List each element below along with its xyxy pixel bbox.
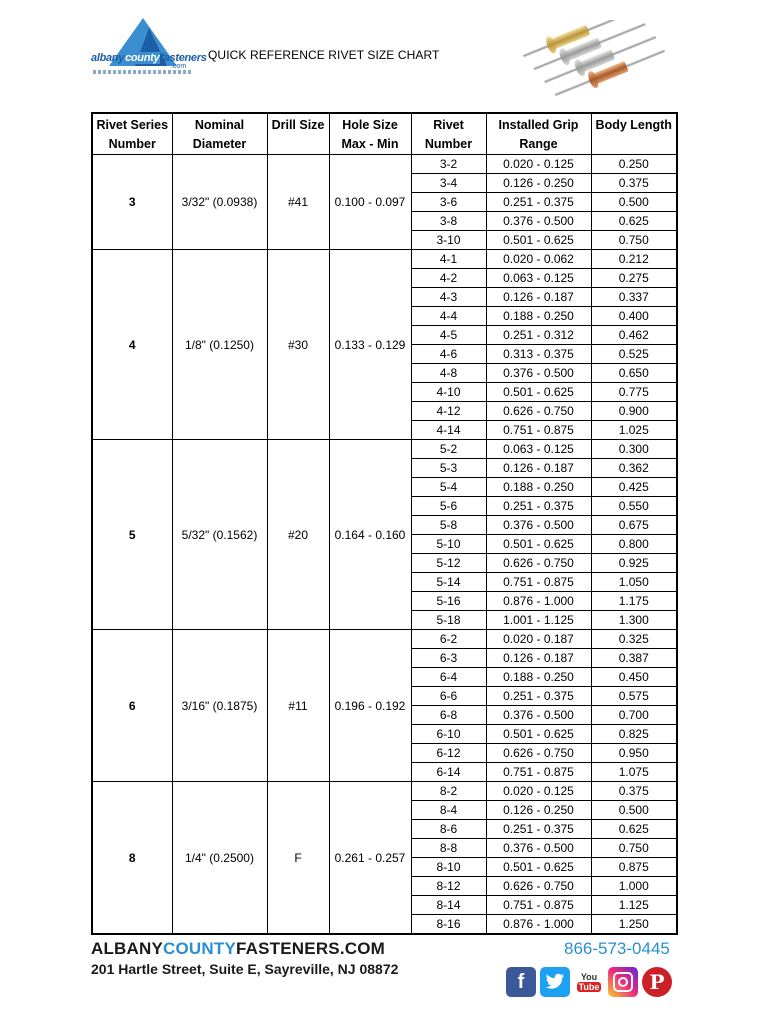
body-length-cell: 0.700	[591, 706, 677, 725]
document-title: QUICK REFERENCE RIVET SIZE CHART	[208, 48, 440, 62]
body-length-cell: 0.400	[591, 307, 677, 326]
page-header	[0, 0, 768, 110]
body-length-cell: 0.650	[591, 364, 677, 383]
grip-range-cell: 0.251 - 0.375	[486, 193, 591, 212]
rivet-number-cell: 8-10	[411, 858, 486, 877]
grip-range-cell: 0.313 - 0.375	[486, 345, 591, 364]
grip-range-cell: 0.501 - 0.625	[486, 535, 591, 554]
rivet-size-table	[91, 112, 678, 935]
body-length-cell: 0.337	[591, 288, 677, 307]
rivet-number-cell: 5-12	[411, 554, 486, 573]
rivet-number-cell: 4-12	[411, 402, 486, 421]
company-logo[interactable]	[91, 18, 207, 80]
rivet-number-cell: 4-1	[411, 250, 486, 269]
nominal-diameter-cell: 1/4" (0.2500)	[172, 782, 267, 935]
rivet-number-cell: 6-6	[411, 687, 486, 706]
table-body	[92, 155, 677, 935]
rivet-number-cell: 8-4	[411, 801, 486, 820]
grip-range-cell: 0.126 - 0.250	[486, 801, 591, 820]
drill-size-cell: #11	[267, 630, 329, 782]
logo-wordmark: albanycountyfasteners	[91, 52, 207, 64]
table-row	[92, 440, 677, 459]
grip-range-cell: 0.020 - 0.062	[486, 250, 591, 269]
grip-range-cell: 0.126 - 0.250	[486, 174, 591, 193]
drill-size-cell: F	[267, 782, 329, 935]
rivet-number-cell: 6-4	[411, 668, 486, 687]
company-address: 201 Hartle Street, Suite E, Sayreville, NJ 08872	[91, 961, 399, 977]
body-length-cell: 0.362	[591, 459, 677, 478]
table-header-row	[92, 113, 677, 155]
instagram-icon[interactable]	[608, 967, 638, 997]
body-length-cell: 1.300	[591, 611, 677, 630]
rivet-number-cell: 6-3	[411, 649, 486, 668]
grip-range-cell: 0.876 - 1.000	[486, 915, 591, 935]
rivet-number-cell: 6-2	[411, 630, 486, 649]
body-length-cell: 0.750	[591, 231, 677, 250]
rivet-number-cell: 5-3	[411, 459, 486, 478]
hole-size-cell: 0.196 - 0.192	[329, 630, 411, 782]
rivet-series-cell: 8	[92, 782, 172, 935]
grip-range-cell: 0.251 - 0.312	[486, 326, 591, 345]
body-length-cell: 0.300	[591, 440, 677, 459]
rivet-number-cell: 4-3	[411, 288, 486, 307]
drill-size-cell: #30	[267, 250, 329, 440]
rivet-number-cell: 4-2	[411, 269, 486, 288]
body-length-cell: 0.500	[591, 801, 677, 820]
rivet-number-cell: 5-4	[411, 478, 486, 497]
table-row	[92, 630, 677, 649]
body-length-cell: 0.375	[591, 174, 677, 193]
grip-range-cell: 0.251 - 0.375	[486, 497, 591, 516]
rivet-number-cell: 4-5	[411, 326, 486, 345]
hole-size-cell: 0.164 - 0.160	[329, 440, 411, 630]
body-length-cell: 0.675	[591, 516, 677, 535]
rivets-illustration	[520, 20, 670, 100]
body-length-cell: 0.750	[591, 839, 677, 858]
grip-range-cell: 0.188 - 0.250	[486, 668, 591, 687]
body-length-cell: 0.275	[591, 269, 677, 288]
rivet-number-cell: 5-14	[411, 573, 486, 592]
body-length-cell: 0.950	[591, 744, 677, 763]
grip-range-cell: 0.063 - 0.125	[486, 440, 591, 459]
grip-range-cell: 0.126 - 0.187	[486, 459, 591, 478]
phone-number[interactable]: 866-573-0445	[564, 939, 670, 958]
rivet-number-cell: 8-6	[411, 820, 486, 839]
rivet-number-cell: 4-14	[411, 421, 486, 440]
rivet-number-cell: 4-10	[411, 383, 486, 402]
pinterest-icon[interactable]: P	[642, 967, 672, 997]
body-length-cell: 1.050	[591, 573, 677, 592]
nominal-diameter-cell: 5/32" (0.1562)	[172, 440, 267, 630]
rivet-series-cell: 6	[92, 630, 172, 782]
rivet-number-cell: 3-6	[411, 193, 486, 212]
grip-range-cell: 0.251 - 0.375	[486, 820, 591, 839]
rivet-number-cell: 6-14	[411, 763, 486, 782]
rivet-number-cell: 5-16	[411, 592, 486, 611]
body-length-cell: 0.900	[591, 402, 677, 421]
grip-range-cell: 0.020 - 0.125	[486, 155, 591, 174]
grip-range-cell: 0.501 - 0.625	[486, 383, 591, 402]
body-length-cell: 0.875	[591, 858, 677, 877]
grip-range-cell: 0.063 - 0.125	[486, 269, 591, 288]
nominal-diameter-cell: 3/32" (0.0938)	[172, 155, 267, 250]
nominal-diameter-cell: 1/8" (0.1250)	[172, 250, 267, 440]
rivet-number-cell: 6-12	[411, 744, 486, 763]
body-length-cell: 0.625	[591, 212, 677, 231]
body-length-cell: 0.425	[591, 478, 677, 497]
logo-tagline	[93, 70, 193, 74]
body-length-cell: 0.250	[591, 155, 677, 174]
grip-range-cell: 0.376 - 0.500	[486, 706, 591, 725]
drill-size-cell: #41	[267, 155, 329, 250]
rivet-number-cell: 8-14	[411, 896, 486, 915]
body-length-cell: 1.075	[591, 763, 677, 782]
rivet-number-cell: 4-6	[411, 345, 486, 364]
rivet-number-cell: 5-2	[411, 440, 486, 459]
hole-size-cell: 0.100 - 0.097	[329, 155, 411, 250]
body-length-cell: 1.000	[591, 877, 677, 896]
rivet-number-cell: 3-10	[411, 231, 486, 250]
body-length-cell: 0.450	[591, 668, 677, 687]
table-row	[92, 155, 677, 174]
rivet-number-cell: 8-12	[411, 877, 486, 896]
grip-range-cell: 0.376 - 0.500	[486, 364, 591, 383]
table-row	[92, 250, 677, 269]
grip-range-cell: 0.751 - 0.875	[486, 421, 591, 440]
rivet-number-cell: 3-2	[411, 155, 486, 174]
grip-range-cell: 0.626 - 0.750	[486, 402, 591, 421]
grip-range-cell: 0.376 - 0.500	[486, 839, 591, 858]
grip-range-cell: 0.501 - 0.625	[486, 858, 591, 877]
grip-range-cell: 0.376 - 0.500	[486, 212, 591, 231]
body-length-cell: 0.387	[591, 649, 677, 668]
body-length-cell: 1.025	[591, 421, 677, 440]
grip-range-cell: 0.126 - 0.187	[486, 649, 591, 668]
hole-size-cell: 0.133 - 0.129	[329, 250, 411, 440]
body-length-cell: 0.375	[591, 782, 677, 801]
rivet-number-cell: 4-4	[411, 307, 486, 326]
body-length-cell: 0.800	[591, 535, 677, 554]
twitter-icon[interactable]	[540, 967, 570, 997]
rivet-number-cell: 8-2	[411, 782, 486, 801]
body-length-cell: 0.500	[591, 193, 677, 212]
header-nominal-diameter: Nominal Diameter	[172, 113, 267, 155]
grip-range-cell: 0.626 - 0.750	[486, 554, 591, 573]
body-length-cell: 0.775	[591, 383, 677, 402]
grip-range-cell: 0.020 - 0.187	[486, 630, 591, 649]
grip-range-cell: 0.020 - 0.125	[486, 782, 591, 801]
grip-range-cell: 1.001 - 1.125	[486, 611, 591, 630]
page-footer	[0, 935, 768, 1024]
body-length-cell: 0.925	[591, 554, 677, 573]
body-length-cell: 1.250	[591, 915, 677, 935]
body-length-cell: 0.525	[591, 345, 677, 364]
grip-range-cell: 0.188 - 0.250	[486, 478, 591, 497]
grip-range-cell: 0.251 - 0.375	[486, 687, 591, 706]
hole-size-cell: 0.261 - 0.257	[329, 782, 411, 935]
header-body-length: Body Length	[591, 113, 677, 155]
grip-range-cell: 0.751 - 0.875	[486, 573, 591, 592]
rivet-number-cell: 6-10	[411, 725, 486, 744]
rivet-series-cell: 5	[92, 440, 172, 630]
website-link[interactable]: ALBANYCOUNTYFASTENERS.COM	[91, 939, 386, 958]
drill-size-cell: #20	[267, 440, 329, 630]
grip-range-cell: 0.876 - 1.000	[486, 592, 591, 611]
rivet-number-cell: 8-16	[411, 915, 486, 935]
body-length-cell: 0.575	[591, 687, 677, 706]
rivet-number-cell: 4-8	[411, 364, 486, 383]
body-length-cell: 1.175	[591, 592, 677, 611]
header-rivet-series: Rivet Series Number	[92, 113, 172, 155]
grip-range-cell: 0.501 - 0.625	[486, 231, 591, 250]
grip-range-cell: 0.501 - 0.625	[486, 725, 591, 744]
logo-domain: .com	[171, 63, 187, 70]
header-grip-range: Installed Grip Range	[486, 113, 591, 155]
grip-range-cell: 0.626 - 0.750	[486, 877, 591, 896]
rivet-number-cell: 3-8	[411, 212, 486, 231]
grip-range-cell: 0.188 - 0.250	[486, 307, 591, 326]
body-length-cell: 0.625	[591, 820, 677, 839]
body-length-cell: 0.462	[591, 326, 677, 345]
body-length-cell: 0.550	[591, 497, 677, 516]
header-hole-size: Hole Size Max - Min	[329, 113, 411, 155]
header-rivet-number: Rivet Number	[411, 113, 486, 155]
rivet-number-cell: 5-10	[411, 535, 486, 554]
rivet-number-cell: 8-8	[411, 839, 486, 858]
body-length-cell: 0.825	[591, 725, 677, 744]
body-length-cell: 1.125	[591, 896, 677, 915]
rivet-series-cell: 4	[92, 250, 172, 440]
body-length-cell: 0.212	[591, 250, 677, 269]
youtube-icon[interactable]: You Tube	[574, 967, 604, 997]
rivet-series-cell: 3	[92, 155, 172, 250]
body-length-cell: 0.325	[591, 630, 677, 649]
grip-range-cell: 0.751 - 0.875	[486, 763, 591, 782]
rivet-number-cell: 5-18	[411, 611, 486, 630]
social-links	[506, 967, 672, 997]
grip-range-cell: 0.626 - 0.750	[486, 744, 591, 763]
header-drill-size: Drill Size	[267, 113, 329, 155]
facebook-icon[interactable]: f	[506, 967, 536, 997]
grip-range-cell: 0.751 - 0.875	[486, 896, 591, 915]
grip-range-cell: 0.376 - 0.500	[486, 516, 591, 535]
grip-range-cell: 0.126 - 0.187	[486, 288, 591, 307]
rivet-number-cell: 3-4	[411, 174, 486, 193]
table-row	[92, 782, 677, 801]
nominal-diameter-cell: 3/16" (0.1875)	[172, 630, 267, 782]
rivet-number-cell: 5-8	[411, 516, 486, 535]
rivet-number-cell: 6-8	[411, 706, 486, 725]
rivet-number-cell: 5-6	[411, 497, 486, 516]
